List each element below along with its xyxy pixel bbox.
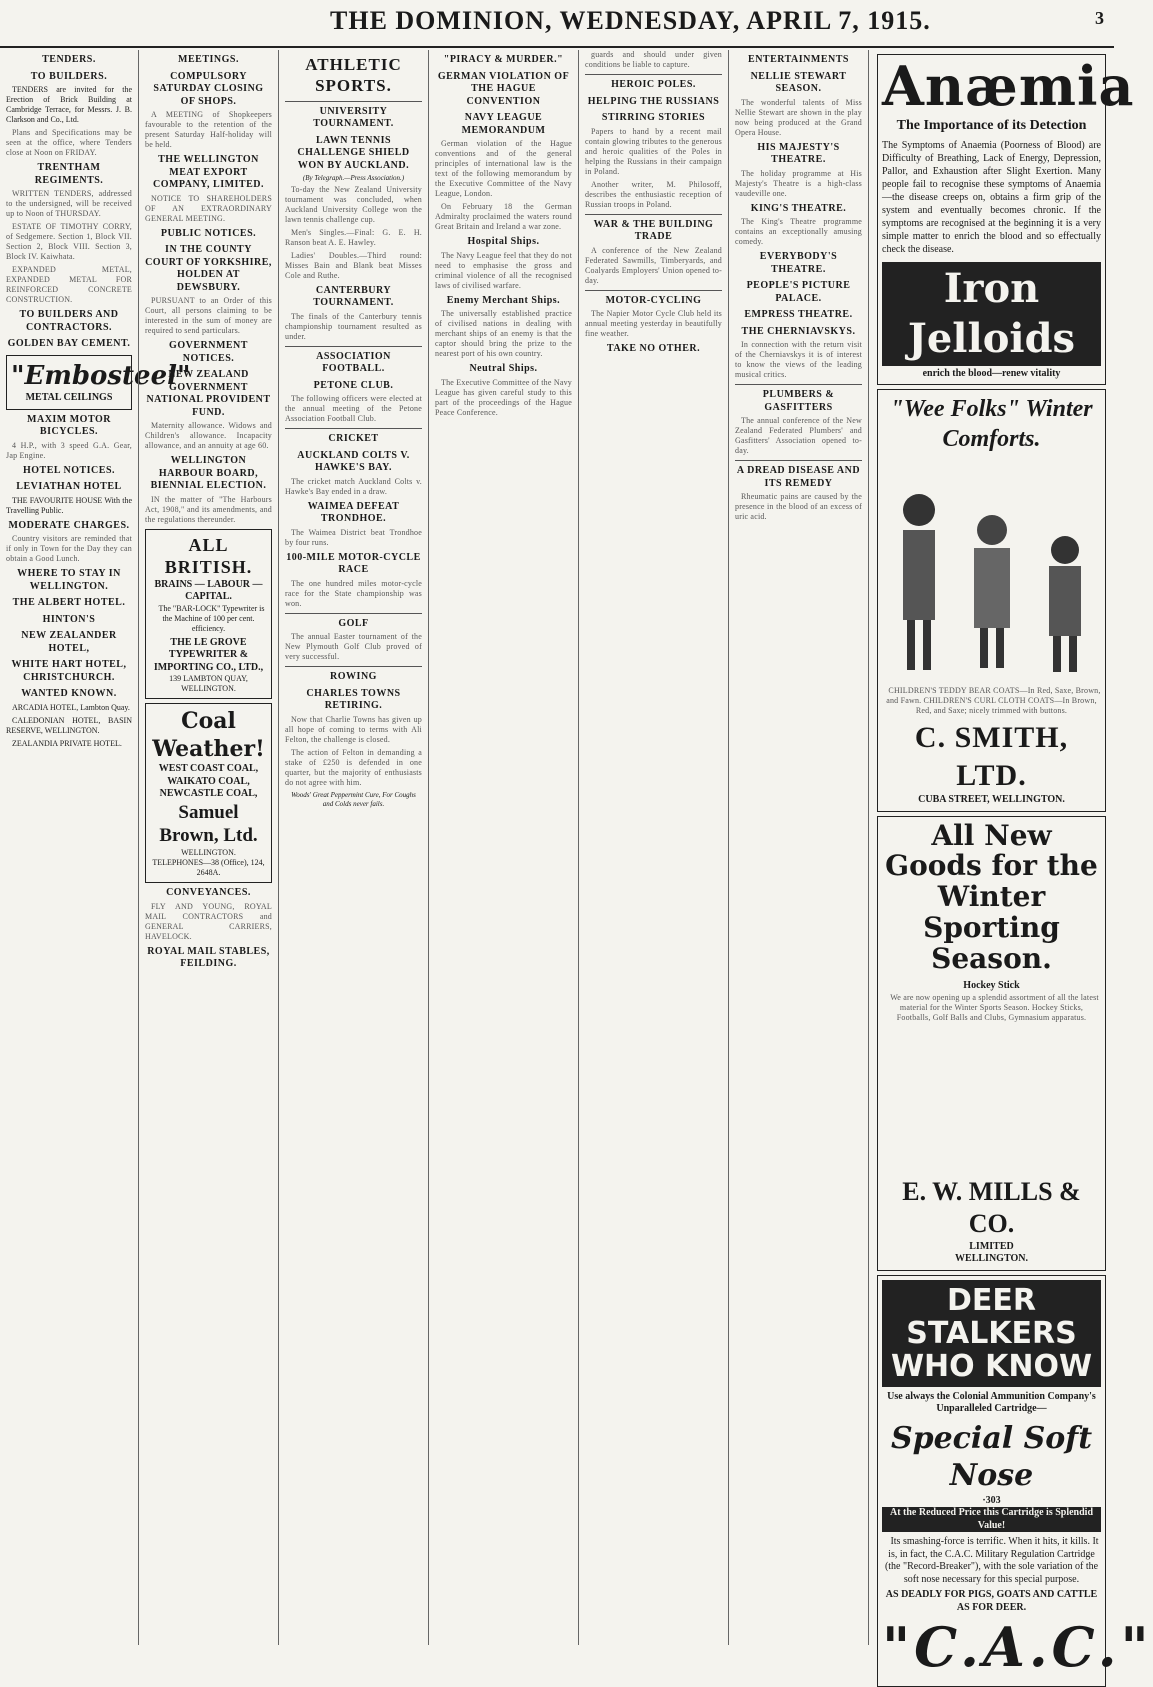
deer-headline: DEER STALKERS WHO KNOW xyxy=(882,1280,1101,1387)
colts-heading: AUCKLAND COLTS V. HAWKE'S BAY. xyxy=(297,449,410,474)
body-text: In connection with the return visit of the Cherniavskys it is of interest to know the views of the leading musical critics. xyxy=(735,340,862,379)
meetings-heading: MEETINGS. xyxy=(178,54,239,65)
favourite-house: THE FAVOURITE HOUSE With the Travelling Public. xyxy=(6,495,132,515)
body-text: The Executive Committee of the Navy League has given careful study to this part of the proceedings of the Hague Peace Conference. xyxy=(435,377,572,417)
body-text: 4 H.P., with 3 speed G.A. Gear, Jap Engine. xyxy=(6,440,132,460)
anaemia-ad xyxy=(877,54,1135,385)
all-british-title: ALL BRITISH. xyxy=(164,534,253,577)
body-text: The Napier Motor Cycle Club held its annual meeting yesterday in beautifully fine weather. xyxy=(585,309,722,338)
mills-limited: LIMITED xyxy=(969,1240,1014,1252)
coal-list: WEST COAST COAL, WAIKATO COAL, NEWCASTLE COAL, xyxy=(158,763,259,799)
hintons-heading: HINTON'S xyxy=(42,613,96,625)
wee-folks-ad xyxy=(877,389,1106,812)
iron-jelloids-tagline: enrich the blood—renew vitality xyxy=(922,367,1061,379)
body-text: The Waimea District beat Trondhoe by four runs. xyxy=(285,527,422,547)
body-text: PURSUANT to an Order of this Court, all persons claiming to be interested in the sum of money are required to send particulars. xyxy=(145,296,272,335)
child-figure-icon xyxy=(889,480,949,680)
children-illustrations xyxy=(882,460,1101,680)
body-text: The Navy League feel that they do not need to emphasise the gross and criminal violence of all the recognised laws of civilised warfare. xyxy=(435,250,572,290)
war-trade-heading: WAR & THE BUILDING TRADE xyxy=(593,218,714,242)
masthead xyxy=(0,0,1114,48)
coal-ad xyxy=(145,703,272,883)
body-text: The finals of the Canterbury tennis championship tournament resulted as under. xyxy=(285,311,422,341)
samuel-brown-name: Samuel Brown, Ltd. xyxy=(159,801,258,847)
body-text: The annual conference of the New Zealand Federated Plumbers' and Gasfitters' Association opened to-day. xyxy=(735,416,862,455)
deer-stalkers-ad xyxy=(877,1275,1153,1687)
canterbury-heading: CANTERBURY TOURNAMENT. xyxy=(313,284,394,309)
tenders-heading: TENDERS. xyxy=(42,54,96,65)
body-text: EXPANDED METAL, EXPANDED METAL FOR REINFORCED CONCRETE CONSTRUCTION. xyxy=(6,265,132,304)
motor-cycling-heading: MOTOR-CYCLING xyxy=(605,294,702,306)
iron-jelloids-logo: Iron Jelloids xyxy=(882,262,1101,366)
hotel-notices-heading: HOTEL NOTICES. xyxy=(22,464,116,476)
smith-name: C. SMITH, LTD. xyxy=(914,721,1069,792)
mills-name: E. W. MILLS & CO. xyxy=(902,1176,1081,1239)
motor-race-heading: 100-MILE MOTOR-CYCLE RACE xyxy=(286,551,421,576)
gov-notices-heading: GOVERNMENT NOTICES. xyxy=(169,340,248,364)
majesty-heading: HIS MAJESTY'S THEATRE. xyxy=(757,141,840,165)
coal-title: Coal Weather! xyxy=(152,708,265,762)
lawn-heading: LAWN TENNIS CHALLENGE SHIELD WON BY AUCKLAND. xyxy=(297,134,410,171)
body-text: A MEETING of Shopkeepers favourable to the retention of the present Saturday Half-holiday will be held. xyxy=(145,110,272,149)
deer-use: Use always the Colonial Ammunition Company's Unparalleled Cartridge— xyxy=(887,1390,1096,1415)
albert-heading: THE ALBERT HOTEL. xyxy=(12,597,126,608)
calibre: ·303 xyxy=(982,1494,1001,1506)
kings-heading: KING'S THEATRE. xyxy=(750,202,847,214)
to-builders-heading: TO BUILDERS. xyxy=(30,70,108,82)
rowing-heading: ROWING xyxy=(330,671,377,683)
body-text: NOTICE TO SHAREHOLDERS OF AN EXTRAORDINARY GENERAL MEETING. xyxy=(145,193,272,223)
body-text: The cricket match Auckland Colts v. Hawke's Bay ended in a draw. xyxy=(285,476,422,496)
white-hart-heading: WHITE HART HOTEL, CHRISTCHURCH. xyxy=(11,659,127,683)
child-figure-icon xyxy=(962,480,1022,680)
le-grove-address: 139 LAMBTON QUAY, WELLINGTON. xyxy=(169,674,248,693)
column-meetings xyxy=(138,50,278,1645)
brains-line: BRAINS — LABOUR — CAPITAL. xyxy=(154,578,263,602)
athletic-sports-heading: ATHLETIC SPORTS. xyxy=(305,55,402,96)
body-text: Now that Charlie Towns has given up all hope of coming to terms with Ali Felton, the challenge is closed. xyxy=(285,714,422,744)
body-text: The holiday programme at His Majesty's Theatre is a high-class vaudeville one. xyxy=(735,168,862,198)
body-text: Rheumatic pains are caused by the presence in the blood of an excess of uric acid. xyxy=(735,492,862,521)
press-credit: (By Telegraph.—Press Association.) xyxy=(302,174,405,182)
body-text: Papers to hand by a recent mail contain glowing tributes to the generous and heroic qualities of the Poles in helping the Russians in their campaign in Poland. xyxy=(585,126,722,176)
anaemia-text: The Symptoms of Anaemia (Poorness of Blood) are Difficulty of Breathing, Lack of Energy, Depression, Pallor, and Exhaustion after Slight Exertion. Many people fail to recognise these symptoms of Anaemia—the disease creeps on, obtains a firm grip of the system and eventually becomes chronic. If the symptoms are recognised at the beginning it is a very simple matter to enrich the blood and so effectually check the disease. xyxy=(882,139,1101,255)
wanted-known-heading: WANTED KNOWN. xyxy=(21,688,117,699)
body-text: Ladies' Doubles.—Third round: Misses Bain and Blank beat Misses Cole and Ruthe. xyxy=(285,250,422,280)
column-advertisements xyxy=(868,50,1153,1680)
wee-folks-headline: "Wee Folks" Winter Comforts. xyxy=(890,396,1093,452)
body-text: The following officers were elected at the annual meeting of the Petone Association Football Club. xyxy=(285,394,422,424)
embosteel-sub: METAL CEILINGS xyxy=(25,392,113,403)
body-text: The King's Theatre programme contains an exceptionally amusing comedy. xyxy=(735,217,862,246)
caledonian-notice: CALEDONIAN HOTEL, BASIN RESERVE, WELLINGTON. xyxy=(6,715,132,735)
embosteel-logo: "Embosteel" xyxy=(11,360,191,391)
harbour-heading: WELLINGTON HARBOUR BOARD, BIENNIAL ELECTION. xyxy=(150,455,267,491)
body-text: The universally established practice of civilised nations in dealing with merchant ships of an enemy is that the captor should bring the prize to the nearest port of his own country. xyxy=(435,309,572,358)
disease-heading: A DREAD DISEASE AND ITS REMEDY xyxy=(736,465,861,489)
conveyances-heading: CONVEYANCES. xyxy=(166,887,251,898)
sporting-headline: All New Goods for the Winter Sporting Season. xyxy=(885,818,1098,975)
deadly-line: AS DEADLY FOR PIGS, GOATS AND CATTLE AS FOR DEER. xyxy=(885,1589,1098,1613)
childrens-list: CHILDREN'S TEDDY BEAR COATS—In Red, Saxe, Brown, and Fawn. CHILDREN'S CURL CLOTH COATS—In Brown, Red, and Saxe; nicely trimmed with buttons. xyxy=(886,686,1101,715)
body-text: FLY AND YOUNG, ROYAL MAIL CONTRACTORS and GENERAL CARRIERS, HAVELOCK. xyxy=(145,901,272,941)
leviathan-heading: LEVIATHAN HOTEL xyxy=(16,481,122,492)
stirring-heading: STIRRING STORIES xyxy=(601,112,706,123)
anaemia-subhead: The Importance of its Detection xyxy=(896,118,1087,133)
column-sports xyxy=(278,50,428,1645)
all-british-ad xyxy=(145,529,272,700)
hospital-heading: Hospital Ships. xyxy=(467,236,540,247)
piracy-heading: "PIRACY & MURDER." xyxy=(443,54,564,65)
body-text: guards and should under given conditions be liable to capture. xyxy=(585,50,722,69)
provident-heading: NEW ZEALAND GOVERNMENT NATIONAL PROVIDENT FUND. xyxy=(146,369,271,418)
towns-heading: CHARLES TOWNS RETIRING. xyxy=(306,687,401,712)
nz-hotel-heading: NEW ZEALANDER HOTEL, xyxy=(21,630,117,654)
nellie-heading: NELLIE STEWART SEASON. xyxy=(750,70,847,94)
empress-heading: EMPRESS THEATRE. xyxy=(744,309,853,320)
smith-address: CUBA STREET, WELLINGTON. xyxy=(918,794,1065,805)
petone-heading: PETONE CLUB. xyxy=(313,379,394,391)
soft-nose-title: Special Soft Nose xyxy=(890,1420,1093,1494)
body-text: German violation of the Hague conventions and of the general principles of international law is the text of the following memorandum by the Executive Committee of the Navy League, London. xyxy=(435,139,572,198)
cac-logo: "C.A.C." xyxy=(882,1615,1153,1680)
neutral-heading: Neutral Ships. xyxy=(469,363,538,374)
zealandia-notice: ZEALANDIA PRIVATE HOTEL. xyxy=(12,738,122,748)
merchant-heading: Enemy Merchant Ships. xyxy=(446,294,561,306)
child-figure-icon xyxy=(1035,480,1095,680)
take-no-other-heading: TAKE NO OTHER. xyxy=(606,343,701,354)
bar-lock-text: The "BAR-LOCK" Typewriter is the Machine of 100 per cent. efficiency. xyxy=(158,603,265,633)
hockey-stick-label: Hockey Stick xyxy=(963,980,1020,992)
golf-heading: GOLF xyxy=(338,617,369,629)
tender-notice: TENDERS are invited for the Erection of Brick Building at Cambridge Terrace, for Messrs. J. B. Clarkson and Co., Ltd. xyxy=(6,85,132,124)
peppermint-footer: Woods' Great Peppermint Cure, For Coughs and Colds never fails. xyxy=(291,790,416,808)
body-text: IN the matter of "The Harbours Act, 1908," and its amendments, and the regulations thereunder. xyxy=(145,494,272,524)
helping-heading: HELPING THE RUSSIANS xyxy=(587,95,720,107)
body-text: The annual Easter tournament of the New Plymouth Golf Club proved of very successful. xyxy=(285,632,422,662)
body-text: ESTATE OF TIMOTHY CORRY, of Sedgemere. Section 1, Block VII. Section 2, Block VIII. Section 3, Block IV. Kaiwhata. xyxy=(6,222,132,261)
univ-heading: UNIVERSITY TOURNAMENT. xyxy=(313,105,394,129)
mills-city: WELLINGTON. xyxy=(955,1253,1028,1265)
body-text: Maternity allowance. Widows and Children's allowance. Incapacity allowance, and an annuity at age 60. xyxy=(145,421,272,450)
column-poles xyxy=(578,50,728,1645)
cricket-heading: CRICKET xyxy=(328,433,379,445)
body-text: Men's Singles.—Final: G. E. H. Ranson beat A. E. Hawley. xyxy=(285,227,422,247)
public-notices-heading: PUBLIC NOTICES. xyxy=(160,227,257,239)
navy-league-heading: NAVY LEAGUE MEMORANDUM xyxy=(461,112,546,136)
body-text: WRITTEN TENDERS, addressed to the undersigned, will be received up to Noon of THURSDAY. xyxy=(6,189,132,218)
cherniavskys-heading: THE CHERNIAVSKYS. xyxy=(741,325,856,337)
sporting-ad xyxy=(877,816,1106,1271)
german-violation-heading: GERMAN VIOLATION OF THE HAGUE CONVENTION xyxy=(437,70,570,107)
builders-contractors-heading: TO BUILDERS AND CONTRACTORS. xyxy=(19,309,119,333)
waimea-heading: WAIMEA DEFEAT TRONDHOE. xyxy=(307,500,400,525)
reduced-price: At the Reduced Price this Cartridge is Splendid Value! xyxy=(882,1507,1101,1532)
body-text: To-day the New Zealand University tournament was concluded, when Auckland University College won the lawn tennis challenge cup. xyxy=(285,184,422,224)
samuel-brown-city: WELLINGTON. xyxy=(181,848,236,857)
anaemia-headline: Anæmia xyxy=(882,54,1135,118)
samuel-brown-telephone: TELEPHONES—38 (Office), 124, 2648A. xyxy=(152,858,265,877)
saturday-heading: COMPULSORY SATURDAY CLOSING OF SHOPS. xyxy=(153,70,264,107)
arcadia-notice: ARCADIA HOTEL, Lambton Quay. xyxy=(12,702,130,712)
body-text: Plans and Specifications may be seen at the office, where Tenders close at Noon on FRIDAY. xyxy=(6,128,132,157)
column-war-news xyxy=(428,50,578,1645)
maxim-heading: MAXIM MOTOR BICYCLES. xyxy=(27,413,111,437)
column-classifieds xyxy=(0,50,191,1645)
golden-bay-heading: GOLDEN BAY CEMENT. xyxy=(7,338,131,349)
embosteel-ad xyxy=(6,355,191,410)
moderate-heading: MODERATE CHARGES. xyxy=(8,519,130,531)
body-text: Country visitors are reminded that if only in Town for the Day they can obtain a Good Lunch. xyxy=(6,534,132,563)
body-text: A conference of the New Zealand Federated Sawmills, Timberyards, and Coalyards Employers' Union opened to-day. xyxy=(585,245,722,285)
where-to-stay-heading: WHERE TO STAY IN WELLINGTON. xyxy=(17,568,121,592)
stables-heading: ROYAL MAIL STABLES, FEILDING. xyxy=(147,945,270,969)
body-text: We are now opening up a splendid assortment of all the latest material for the Winter Sports Season. Hockey Sticks, Footballs, Golf Balls and Clubs, Gymnasium apparatus. xyxy=(890,992,1099,1022)
le-grove-name: THE LE GROVE TYPEWRITER & IMPORTING CO., LTD., xyxy=(153,636,264,673)
court-heading: IN THE COUNTY COURT OF YORKSHIRE, HOLDEN AT DEWSBURY. xyxy=(145,244,272,293)
meat-export-heading: THE WELLINGTON MEAT EXPORT COMPANY, LIMITED. xyxy=(152,154,264,190)
football-heading: ASSOCIATION FOOTBALL. xyxy=(316,350,391,375)
everybodys-heading: EVERYBODY'S THEATRE. xyxy=(759,251,838,275)
smashing-text: Its smashing-force is terrific. When it hits, it kills. It is, in fact, the C.A.C. Military Regulation Cartridge (the "Record-Breaker"), with the sole variation of the soft nose necessary for this special purpose. xyxy=(884,1536,1099,1585)
column-entertainments xyxy=(728,50,868,1645)
newspaper-title: THE DOMINION, WEDNESDAY, APRIL 7, 1915. xyxy=(330,6,931,35)
body-text: Another writer, M. Philosoff, describes the enthusiastic reception of Russian troops in Poland. xyxy=(585,179,722,209)
heroic-heading: HEROIC POLES. xyxy=(611,79,696,90)
page-number: 3 xyxy=(1095,8,1104,28)
body-text: The action of Felton in demanding a stake of £250 is defended in one quarter, but the majority of enthusiasts do not agree with him. xyxy=(285,747,422,787)
entertainments-heading: ENTERTAINMENTS xyxy=(748,54,849,65)
peoples-heading: PEOPLE'S PICTURE PALACE. xyxy=(746,280,851,304)
body-text: The one hundred miles motor-cycle race for the State championship was won. xyxy=(285,578,422,608)
body-text: On February 18 the German Admiralty proclaimed the waters round Great Britain and Ireland a war zone. xyxy=(435,202,572,231)
plumbers-heading: PLUMBERS & GASFITTERS xyxy=(762,389,835,413)
body-text: The wonderful talents of Miss Nellie Stewart are shown in the play now being produced at the Grand Opera House. xyxy=(735,97,862,137)
trentham-heading: TRENTHAM REGIMENTS. xyxy=(34,162,104,186)
